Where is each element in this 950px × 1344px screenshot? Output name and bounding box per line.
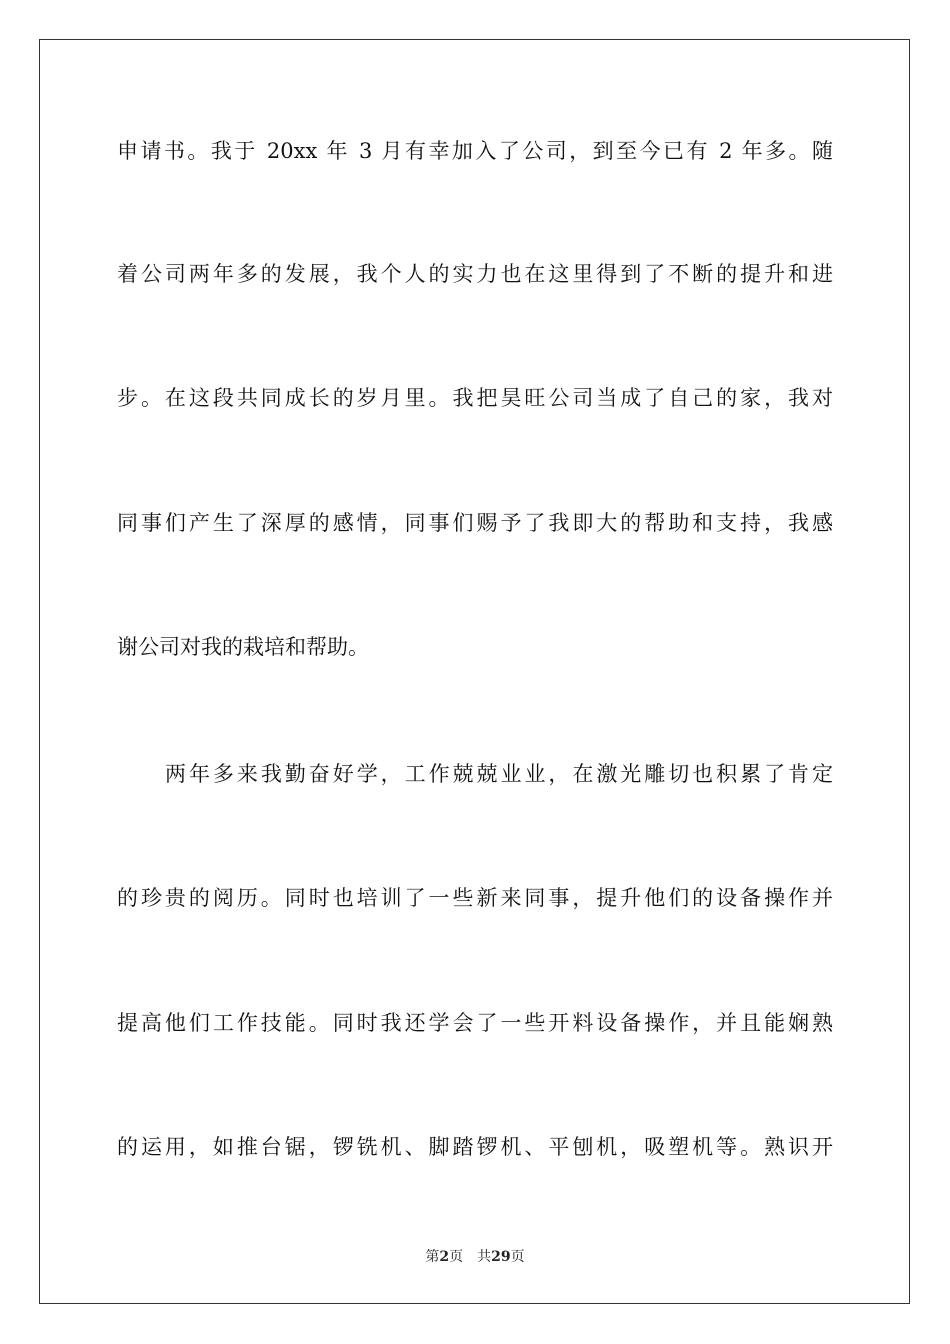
page-prefix: 第 [425,1249,440,1265]
text-line-1: 申请书。我于 20xx 年 3 月有幸加入了公司，到至今已有 2 年多。随 [117,139,833,163]
text-line-3: 步。在这段共同成长的岁月里。我把昊旺公司当成了自己的家，我对 [117,386,833,410]
text-line-2: 着公司两年多的发展，我个人的实力也在这里得到了不断的提升和进 [117,262,833,286]
text-line-5: 谢公司对我的栽培和帮助。 [117,635,369,659]
text-line-4: 同事们产生了深厚的感情，同事们赐予了我即大的帮助和支持，我感 [117,511,833,535]
page-footer [0,1248,950,1266]
text-line-7: 的珍贵的阅历。同时也培训了一些新来同事，提升他们的设备操作并 [117,886,833,910]
total-suffix: 页 [510,1249,525,1265]
total-pages: 29 [491,1249,511,1265]
page-suffix: 页 [449,1249,464,1265]
text-line-9: 的运用，如推台锯，锣铣机、脚踏锣机、平刨机，吸塑机等。熟识开 [117,1135,833,1159]
text-line-8: 提高他们工作技能。同时我还学会了一些开料设备操作，并且能娴熟 [117,1011,833,1035]
page-number: 2 [439,1249,450,1265]
text-line-6: 两年多来我勤奋好学，工作兢兢业业，在激光雕切也积累了肯定 [165,762,833,786]
total-prefix: 共 [477,1249,492,1265]
